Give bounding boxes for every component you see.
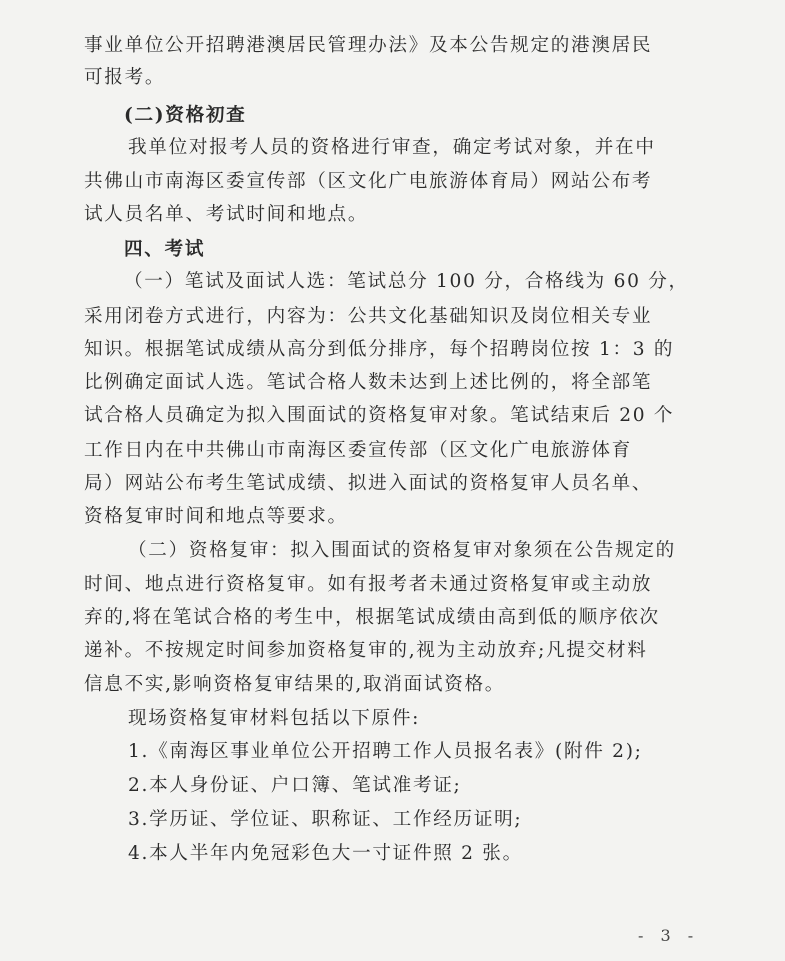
list-item: 1.《南海区事业单位公开招聘工作人员报名表》(附件 2); xyxy=(128,741,643,762)
body-line: 知识。根据笔试成绩从高分到低分排序，每个招聘岗位按 1：3 的 xyxy=(84,339,675,360)
body-line: 试合格人员确定为拟入围面试的资格复审对象。笔试结束后 20 个 xyxy=(84,405,675,426)
body-line: 现场资格复审材料包括以下原件: xyxy=(128,708,421,729)
body-line: 时间、地点进行资格复审。如有报考者未通过资格复审或主动放 xyxy=(84,574,653,595)
body-line: （一）笔试及面试人选：笔试总分 100 分，合格线为 60 分， xyxy=(124,271,689,292)
list-item: 4.本人半年内免冠彩色大一寸证件照 2 张。 xyxy=(128,843,523,864)
body-line: （二）资格复审：拟入围面试的资格复审对象须在公告规定的 xyxy=(128,540,676,561)
body-line: 事业单位公开招聘港澳居民管理办法》及本公告规定的港澳居民 xyxy=(84,35,653,56)
section-heading: (二)资格初查 xyxy=(124,105,247,126)
page-number: - 3 - xyxy=(638,926,700,945)
list-item: 2.本人身份证、户口簿、笔试准考证; xyxy=(128,775,462,796)
body-line: 共佛山市南海区委宣传部（区文化广电旅游体育局）网站公布考 xyxy=(84,171,653,192)
body-line: 工作日内在中共佛山市南海区委宣传部（区文化广电旅游体育 xyxy=(84,440,632,461)
body-line: 信息不实,影响资格复审结果的,取消面试资格。 xyxy=(84,674,506,695)
body-line: 可报考。 xyxy=(84,67,166,88)
body-line: 资格复审时间和地点等要求。 xyxy=(84,506,348,527)
body-line: 弃的,将在笔试合格的考生中，根据笔试成绩由高到低的顺序依次 xyxy=(84,607,660,628)
body-line: 局）网站公布考生笔试成绩、拟进入面试的资格复审人员名单、 xyxy=(84,473,653,494)
body-line: 采用闭卷方式进行，内容为：公共文化基础知识及岗位相关专业 xyxy=(84,306,653,327)
body-line: 我单位对报考人员的资格进行审查，确定考试对象，并在中 xyxy=(128,137,656,158)
list-item: 3.学历证、学位证、职称证、工作经历证明; xyxy=(128,809,523,830)
body-line: 递补。不按规定时间参加资格复审的,视为主动放弃;凡提交材料 xyxy=(84,640,648,661)
body-line: 比例确定面试人选。笔试合格人数未达到上述比例的，将全部笔 xyxy=(84,372,653,393)
body-line: 试人员名单、考试时间和地点。 xyxy=(84,204,369,225)
section-heading: 四、考试 xyxy=(124,239,206,260)
